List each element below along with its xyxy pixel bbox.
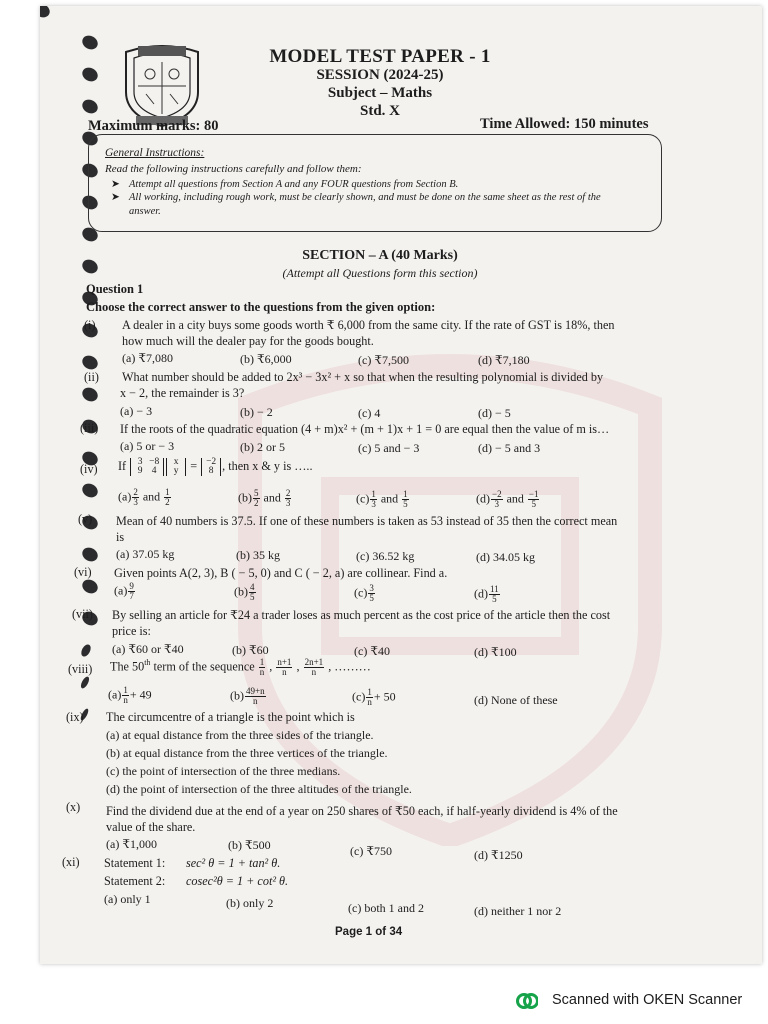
option: (c) ₹40 <box>354 644 390 658</box>
item-number: (xi) <box>62 855 80 869</box>
option: (d) ₹100 <box>474 645 517 659</box>
option: (a) ₹1,000 <box>106 837 157 851</box>
option: (d) $\frac{11}{5}$ <box>474 584 499 604</box>
statement-label: Statement 1: <box>104 856 166 870</box>
option: (c) the point of intersection of the three medians. <box>106 764 341 778</box>
paper-title: MODEL TEST PAPER - 1 <box>269 46 491 67</box>
statement-text: cosec²θ = 1 + cot² θ. <box>186 874 289 888</box>
item-number: (viii) <box>68 662 93 676</box>
option: (c) $\frac{1}{3}$ and $\frac{1}{5}$ <box>356 489 408 509</box>
option: (a) ₹7,080 <box>122 351 173 365</box>
option: (c) $\frac{1}{n}$ + 50 <box>352 687 396 707</box>
matrix-xy: x y <box>166 458 186 476</box>
option: (c) ₹750 <box>350 844 392 858</box>
option: (b) $\frac{49+n}{n}$ <box>230 686 265 706</box>
option: (b) ₹60 <box>232 643 269 657</box>
item-number: (i) <box>84 318 96 332</box>
item-number: (vi) <box>74 565 92 579</box>
question-text: The circumcentre of a triangle is the point which is <box>106 710 355 724</box>
option: (d) 34.05 kg <box>476 550 535 564</box>
option: (b) only 2 <box>226 896 274 910</box>
question-text: how much will the dealer pay for the goods bought. <box>122 334 374 348</box>
option: (d) neither 1 nor 2 <box>474 904 562 918</box>
item-number: (iv) <box>80 462 98 476</box>
question-text: The 50th term of the sequence $\frac{1}{n}$ , $\frac{n+1}{n}$ , $\frac{2n+1}{n}$ , ……… <box>110 657 371 677</box>
subject: Subject – Maths <box>327 85 433 101</box>
question-instruction: Choose the correct answer to the questions from the given option: <box>86 300 436 314</box>
option: (a) $\frac{9}{7}$ <box>114 581 134 601</box>
statement-text: sec² θ = 1 + tan² θ. <box>186 856 281 870</box>
page-number: Page 1 of 34 <box>335 926 403 938</box>
item-number: (iii) <box>80 421 99 435</box>
maximum-marks: Maximum marks: 80 <box>88 118 219 134</box>
question-text: x − 2, the remainder is 3? <box>120 386 245 400</box>
question-text: By selling an article for ₹24 a trader loses as much percent as the cost price of the article then the cost <box>112 608 611 622</box>
option: (c) both 1 and 2 <box>348 901 424 915</box>
option: (b) at equal distance from the three vertices of the triangle. <box>106 746 388 760</box>
item-number: (ii) <box>84 370 99 384</box>
arrow-bullet-icon: ➤ <box>111 179 120 190</box>
question-text: value of the share. <box>106 820 196 834</box>
instructions-heading: General Instructions: <box>105 147 205 159</box>
item-number: (ix) <box>66 710 84 724</box>
item-number: (v) <box>78 512 93 526</box>
item-number: (x) <box>66 800 81 814</box>
question-text: Find the dividend due at the end of a year on 250 shares of ₹50 each, if half-yearly dividend is 4% of the <box>106 804 618 818</box>
option: (d) ₹1250 <box>474 848 523 862</box>
option: (d) − 5 and 3 <box>478 441 541 455</box>
option: (d) the point of intersection of the three altitudes of the triangle. <box>106 782 412 796</box>
option: (c) $\frac{3}{5}$ <box>354 583 374 603</box>
statement-label: Statement 2: <box>104 874 166 888</box>
option: (b) $\frac{5}{2}$ and $\frac{2}{3}$ <box>238 488 291 508</box>
question-text: is <box>116 530 125 544</box>
option: (b) $\frac{4}{5}$ <box>234 582 255 602</box>
matrix-a: 3 −8 9 4 <box>130 458 164 476</box>
option: (a) $\frac{2}{3}$ and $\frac{1}{2}$ <box>118 487 170 507</box>
option: (b) 2 or 5 <box>240 440 285 454</box>
option: (b) − 2 <box>240 405 273 419</box>
option: (d) − 5 <box>478 406 511 420</box>
instructions-lead: Read the following instructions carefully and follow them: <box>105 163 362 175</box>
option: (c) 5 and − 3 <box>358 441 420 455</box>
arrow-bullet-icon: ➤ <box>111 192 120 203</box>
matrix-result: −2 8 <box>201 458 221 476</box>
time-allowed: Time Allowed: 150 minutes <box>480 116 649 132</box>
option: (a) − 3 <box>120 404 153 418</box>
instruction-bullet: ➤ All working, including rough work, must be clearly shown, and must be done on the same sheet as the rest of the answer. <box>111 192 601 217</box>
option: (d) ₹7,180 <box>478 353 530 367</box>
scanner-watermark-text: Scanned with OKEN Scanner <box>552 992 743 1008</box>
question-label: Question 1 <box>86 282 144 296</box>
section-subtitle: (Attempt all Questions form this section) <box>282 266 478 280</box>
oken-scanner-logo-icon <box>516 990 538 1012</box>
item-number: (vii) <box>72 607 93 621</box>
option: (b) ₹6,000 <box>240 352 292 366</box>
option: (a) ₹60 or ₹40 <box>112 642 184 656</box>
question-text: Mean of 40 numbers is 37.5. If one of these numbers is taken as 53 instead of 35 then the correct mean <box>116 514 618 528</box>
general-instructions-box <box>88 134 662 232</box>
option: (b) ₹500 <box>228 838 271 852</box>
option: (a) at equal distance from the three sides of the triangle. <box>106 728 374 742</box>
question-text: If the roots of the quadratic equation (4 + m)x² + (m + 1)x + 1 = 0 are equal then the value of m is… <box>120 422 610 436</box>
option: (a) 37.05 kg <box>116 547 175 561</box>
option: (b) 35 kg <box>236 548 280 562</box>
question-text: price is: <box>112 624 151 638</box>
instruction-bullet: ➤ Attempt all questions from Section A and any FOUR questions from Section B. <box>111 179 459 190</box>
option: (c) 4 <box>358 406 381 420</box>
option: (c) ₹7,500 <box>358 353 409 367</box>
session: SESSION (2024-25) <box>316 67 444 83</box>
matrix-equation: If 3 −8 9 4x y = −2 8 , then x & y is ….. <box>118 457 313 476</box>
section-title: SECTION – A (40 Marks) <box>302 248 458 263</box>
question-text: What number should be added to 2x³ − 3x² + x so that when the resulting polynomial is divided by <box>122 370 604 384</box>
option: (a) 5 or − 3 <box>120 439 175 453</box>
option: (c) 36.52 kg <box>356 549 415 563</box>
option: (d) None of these <box>474 693 558 707</box>
question-text: A dealer in a city buys some goods worth ₹ 6,000 from the same city. If the rate of GST is 18%, then <box>122 318 615 332</box>
standard: Std. X <box>359 103 400 119</box>
question-text: Given points A(2, 3), B ( − 5, 0) and C ( − 2, a) are collinear. Find a. <box>114 566 448 580</box>
option: (a) only 1 <box>104 892 151 906</box>
option: (d) $\frac{-2}{3}$ and $\frac{-1}{5}$ <box>476 489 539 509</box>
school-crest-logo <box>120 42 204 128</box>
option: (a) $\frac{1}{n}$ + 49 <box>108 685 152 705</box>
